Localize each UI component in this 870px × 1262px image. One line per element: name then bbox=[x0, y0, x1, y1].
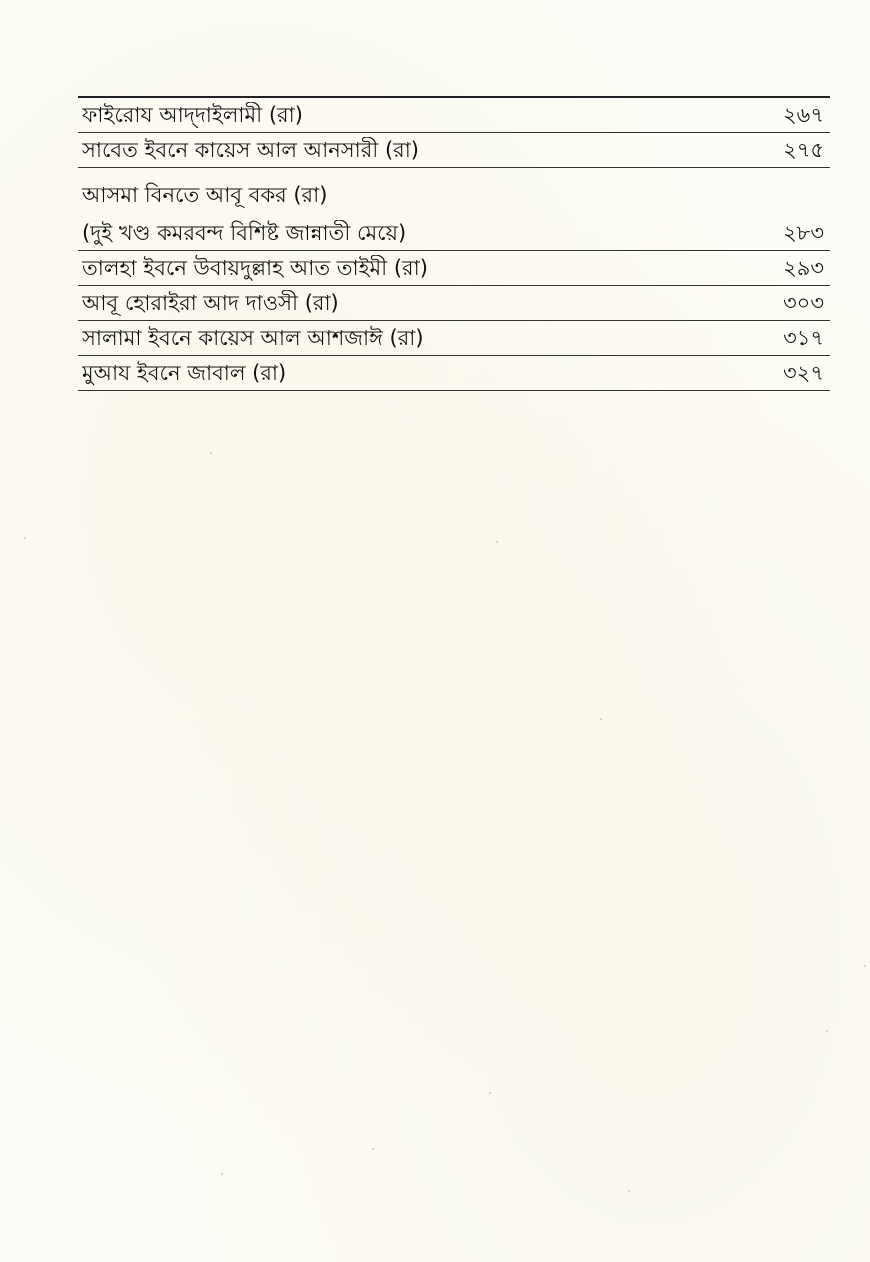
entry-page-number: ২৭৫ bbox=[783, 138, 824, 162]
paper-speck bbox=[24, 537, 26, 539]
paper-speck bbox=[489, 1092, 491, 1094]
entry-subtitle-line bbox=[82, 208, 828, 247]
entry-subtitle: (দুই খণ্ড কমরবন্দ বিশিষ্ট জান্নাতী মেয়ে) bbox=[82, 221, 407, 245]
toc-entry bbox=[78, 321, 830, 356]
table-of-contents bbox=[78, 96, 830, 391]
entry-page-number: ৩২৭ bbox=[783, 361, 824, 385]
toc-entry bbox=[78, 356, 830, 391]
entry-title: তালহা ইবনে উবায়দুল্লাহ আত তাইমী (রা) bbox=[82, 256, 428, 280]
paper-speck bbox=[372, 1148, 374, 1150]
toc-entry bbox=[78, 251, 830, 286]
entry-title: আবূ হোরাইরা আদ দাওসী (রা) bbox=[82, 291, 339, 315]
entry-title: সালামা ইবনে কায়েস আল আশজাঈ (রা) bbox=[82, 326, 424, 350]
entry-page-number: ৩১৭ bbox=[783, 326, 824, 350]
toc-entry bbox=[78, 286, 830, 321]
paper-speck bbox=[221, 1173, 223, 1175]
toc-entry bbox=[78, 133, 830, 168]
paper-speck bbox=[600, 718, 602, 720]
paper-speck bbox=[210, 452, 212, 454]
paper-speck bbox=[628, 1190, 630, 1192]
entry-page-number: ২৬৭ bbox=[783, 103, 824, 127]
paper-speck bbox=[864, 965, 866, 967]
paper-speck bbox=[496, 541, 498, 543]
toc-entry bbox=[78, 98, 830, 133]
entry-page-number: ২৮৩ bbox=[783, 221, 824, 245]
entry-title-line bbox=[82, 168, 828, 208]
entry-title: আসমা বিনতে আবূ বকর (রা) bbox=[82, 182, 328, 207]
entry-page-number: ২৯৩ bbox=[783, 256, 824, 280]
entry-title: সাবেত ইবনে কায়েস আল আনসারী (রা) bbox=[82, 138, 419, 162]
paper-speck bbox=[826, 1030, 828, 1032]
entry-title: মুআয ইবনে জাবাল (রা) bbox=[82, 361, 287, 385]
entry-page-number: ৩০৩ bbox=[783, 291, 824, 315]
toc-entry bbox=[78, 168, 830, 251]
entry-title: ফাইরোয আদ্‌দাইলামী (রা) bbox=[82, 103, 303, 127]
